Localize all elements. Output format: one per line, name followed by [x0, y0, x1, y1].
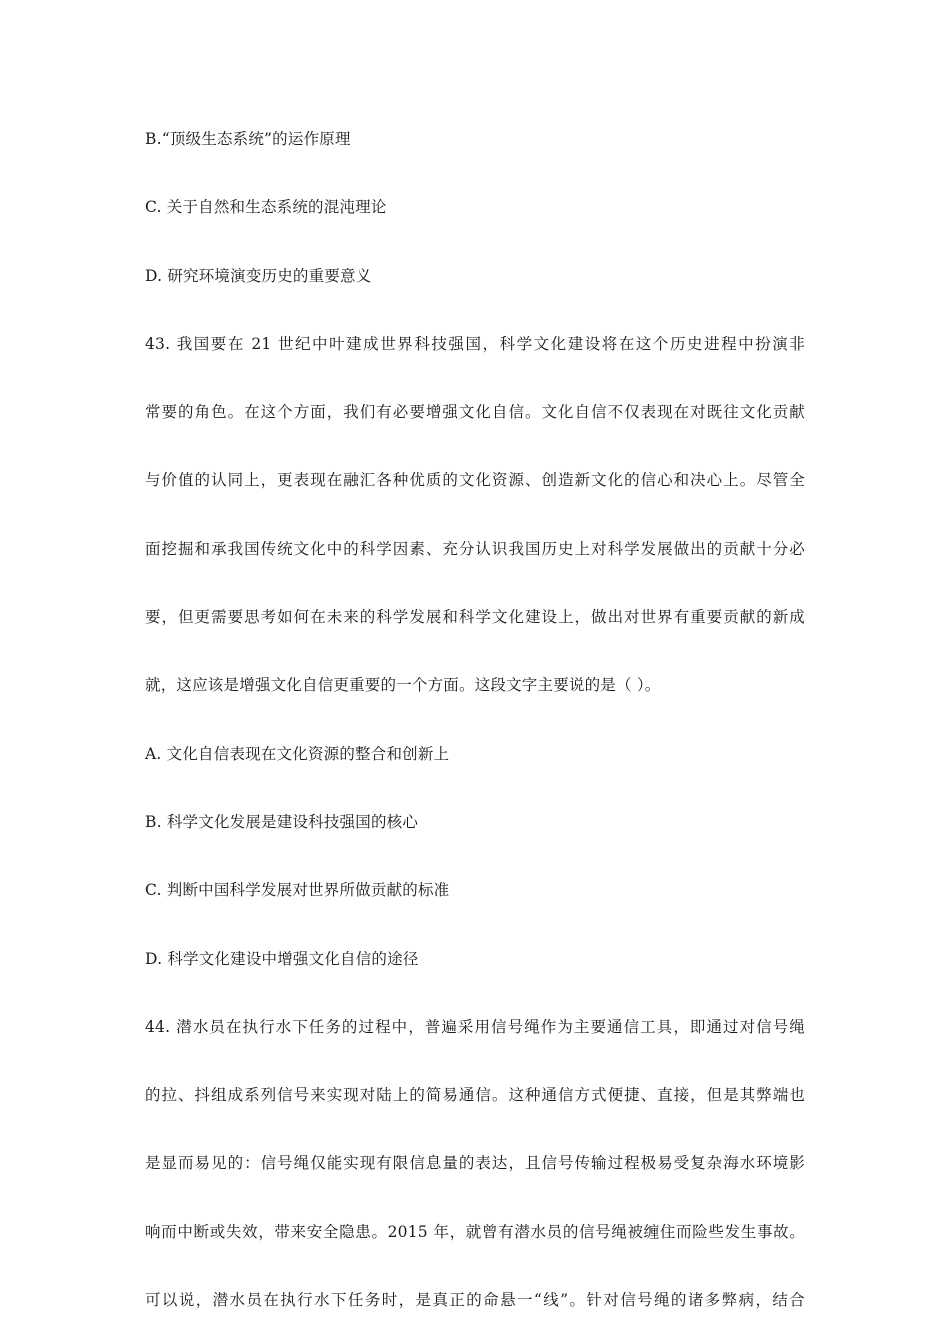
q44-stem-line: 的拉、抖组成系列信号来实现对陆上的简易通信。这种通信方式便捷、直接，但是其弊端也: [145, 1086, 805, 1104]
q43-stem-line: 要，但更需要思考如何在未来的科学发展和科学文化建设上，做出对世界有重要贡献的新成: [145, 608, 805, 626]
q43-stem-line: 常要的角色。在这个方面，我们有必要增强文化自信。文化自信不仅表现在对既往文化贡献: [145, 403, 805, 421]
q43-option-c: C. 判断中国科学发展对世界所做贡献的标准: [145, 881, 450, 899]
q44-stem-line: 响而中断或失效，带来安全隐患。2015 年，就曾有潜水员的信号绳被缠住而险些发生事故。: [145, 1223, 805, 1241]
q44-stem-line: 可以说，潜水员在执行水下任务时，是真正的命悬一“线”。针对信号绳的诸多弊病，结合: [145, 1291, 805, 1309]
q42-option-d: D. 研究环境演变历史的重要意义: [145, 267, 372, 285]
q43-option-b: B. 科学文化发展是建设科技强国的核心: [145, 813, 419, 831]
q43-stem-line: 面挖掘和承我国传统文化中的科学因素、充分认识我国历史上对科学发展做出的贡献十分必: [145, 540, 805, 558]
q43-stem-line: 与价值的认同上，更表现在融汇各种优质的文化资源、创造新文化的信心和决心上。尽管全: [145, 471, 805, 489]
q43-stem-line-last: 就，这应该是增强文化自信更重要的一个方面。这段文字主要说的是（ ）。: [145, 676, 661, 694]
q44-stem-line: 是显而易见的：信号绳仅能实现有限信息量的表达，且信号传输过程极易受复杂海水环境影: [145, 1154, 805, 1172]
q44-stem-line: 44. 潜水员在执行水下任务的过程中，普遍采用信号绳作为主要通信工具，即通过对信号绳: [145, 1018, 805, 1036]
q42-option-c: C. 关于自然和生态系统的混沌理论: [145, 198, 387, 216]
q43-option-d: D. 科学文化建设中增强文化自信的途径: [145, 950, 419, 968]
q43-option-a: A. 文化自信表现在文化资源的整合和创新上: [145, 745, 450, 763]
q43-stem-line: 43. 我国要在 21 世纪中叶建成世界科技强国，科学文化建设将在这个历史进程中扮演非: [145, 335, 805, 353]
q42-option-b: B.“顶级生态系统”的运作原理: [145, 130, 351, 148]
